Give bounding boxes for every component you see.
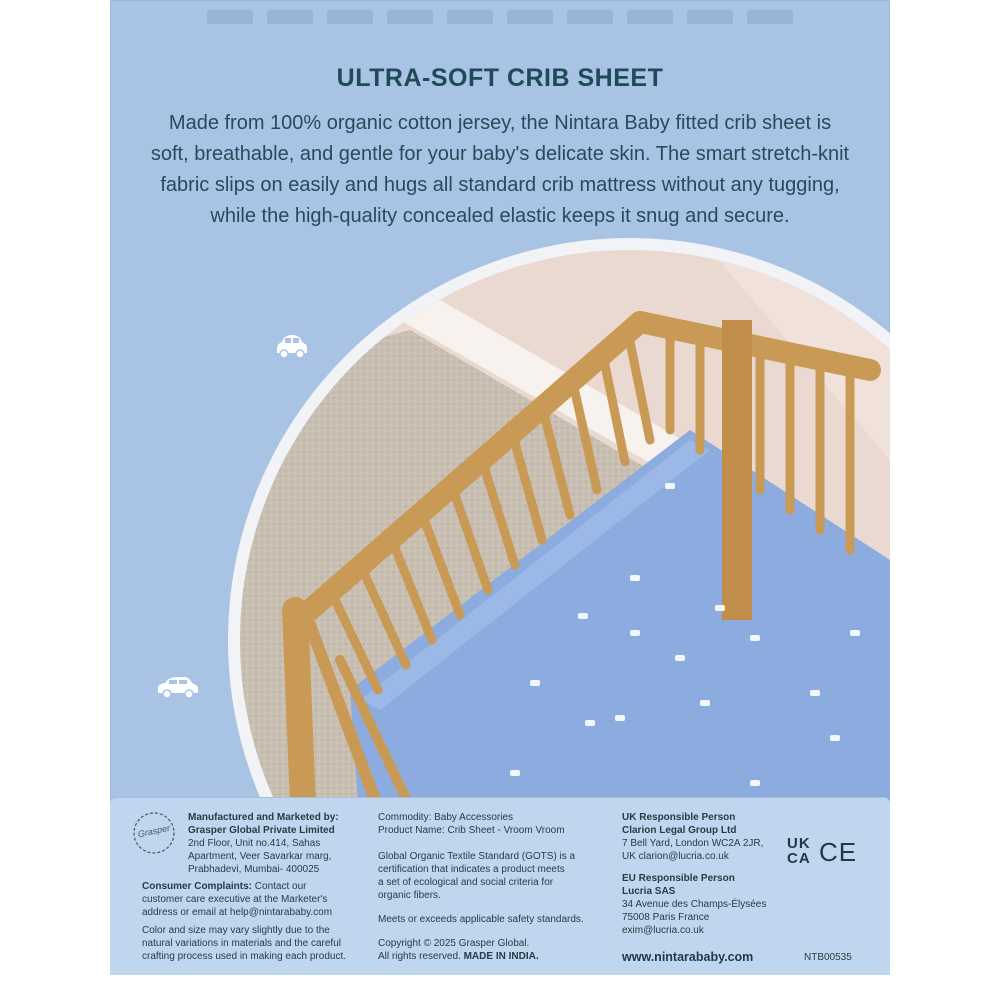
certification-marks bbox=[787, 836, 857, 872]
variation-note-line: natural variations in materials and the careful bbox=[142, 938, 341, 949]
ce-mark-icon: CE bbox=[819, 837, 858, 867]
manufacturer-address-line: 2nd Floor, Unit no.414, Sahas bbox=[188, 838, 321, 849]
website-link[interactable]: www.nintarababy.com bbox=[622, 950, 754, 964]
car-icon bbox=[276, 332, 308, 360]
eu-address-line: exim@lucria.co.uk bbox=[622, 925, 704, 936]
safety-note: Meets or exceeds applicable safety standards. bbox=[378, 914, 584, 925]
complaints-label: Consumer Complaints: bbox=[142, 881, 253, 892]
rights-text: All rights reserved. bbox=[378, 951, 464, 962]
ukca-mark-icon bbox=[787, 836, 815, 866]
product-code: NTB00535 bbox=[804, 952, 852, 963]
gots-line: Global Organic Textile Standard (GOTS) is a bbox=[378, 851, 576, 862]
uk-company: Clarion Legal Group Ltd bbox=[622, 825, 737, 836]
variation-note-line: Color and size may vary slightly due to the bbox=[142, 925, 330, 936]
made-in: MADE IN INDIA. bbox=[463, 951, 539, 962]
commodity: Commodity: Baby Accessories bbox=[378, 812, 514, 823]
copyright: Copyright © 2025 Grasper Global. bbox=[378, 938, 530, 949]
product-description: Made from 100% organic cotton jersey, the Nintara Baby fitted crib sheet is soft, breathable, and gentle for your baby's delicate skin. The smart stretch-knit fabric slips on easily and hugs all standard crib mattress without any tugging, while the high-quality concealed elastic keeps it snug and secure. bbox=[150, 112, 850, 227]
complaints-line: address or email at help@nintarababy.com bbox=[142, 907, 333, 918]
info-panel bbox=[110, 797, 890, 975]
complaints-line bbox=[142, 880, 307, 893]
gots-line: organic fibers. bbox=[378, 890, 441, 901]
complaints-text: Contact our bbox=[252, 881, 307, 892]
manufacturer-address-line: Apartment, Veer Savarkar marg, bbox=[188, 851, 332, 862]
car-icon bbox=[157, 674, 199, 700]
rights-line bbox=[378, 950, 539, 963]
manufacturer-heading: Manufactured and Marketed by: bbox=[188, 812, 339, 823]
grasper-logo-text: Grasper bbox=[136, 822, 171, 840]
manufacturer-company: Grasper Global Private Limited bbox=[188, 825, 335, 836]
gots-line: a set of ecological and social criteria for bbox=[378, 877, 554, 888]
complaints-line: customer care executive at the Marketer's bbox=[142, 894, 328, 905]
manufacturer-address-line: Prabhadevi, Mumbai- 400025 bbox=[188, 864, 320, 875]
uk-address-line: UK clarion@lucria.co.uk bbox=[622, 851, 729, 862]
eu-address-line: 34 Avenue des Champs-Élysées bbox=[622, 899, 767, 910]
eu-company: Lucria SAS bbox=[622, 886, 676, 897]
uk-address-line: 7 Bell Yard, London WC2A 2JR, bbox=[622, 838, 764, 849]
package-back bbox=[110, 0, 890, 975]
eu-heading: EU Responsible Person bbox=[622, 873, 735, 884]
uk-heading: UK Responsible Person bbox=[622, 812, 736, 823]
gots-line: certification that indicates a product meets bbox=[378, 864, 565, 875]
ukca-bottom: CA bbox=[787, 850, 811, 867]
variation-note-line: crafting process used in making each product. bbox=[142, 951, 346, 962]
ukca-top: UK bbox=[787, 835, 811, 852]
eu-address-line: 75008 Paris France bbox=[622, 912, 710, 923]
product-name: Product Name: Crib Sheet - Vroom Vroom bbox=[378, 825, 565, 836]
product-heading: ULTRA-SOFT CRIB SHEET bbox=[336, 64, 664, 92]
